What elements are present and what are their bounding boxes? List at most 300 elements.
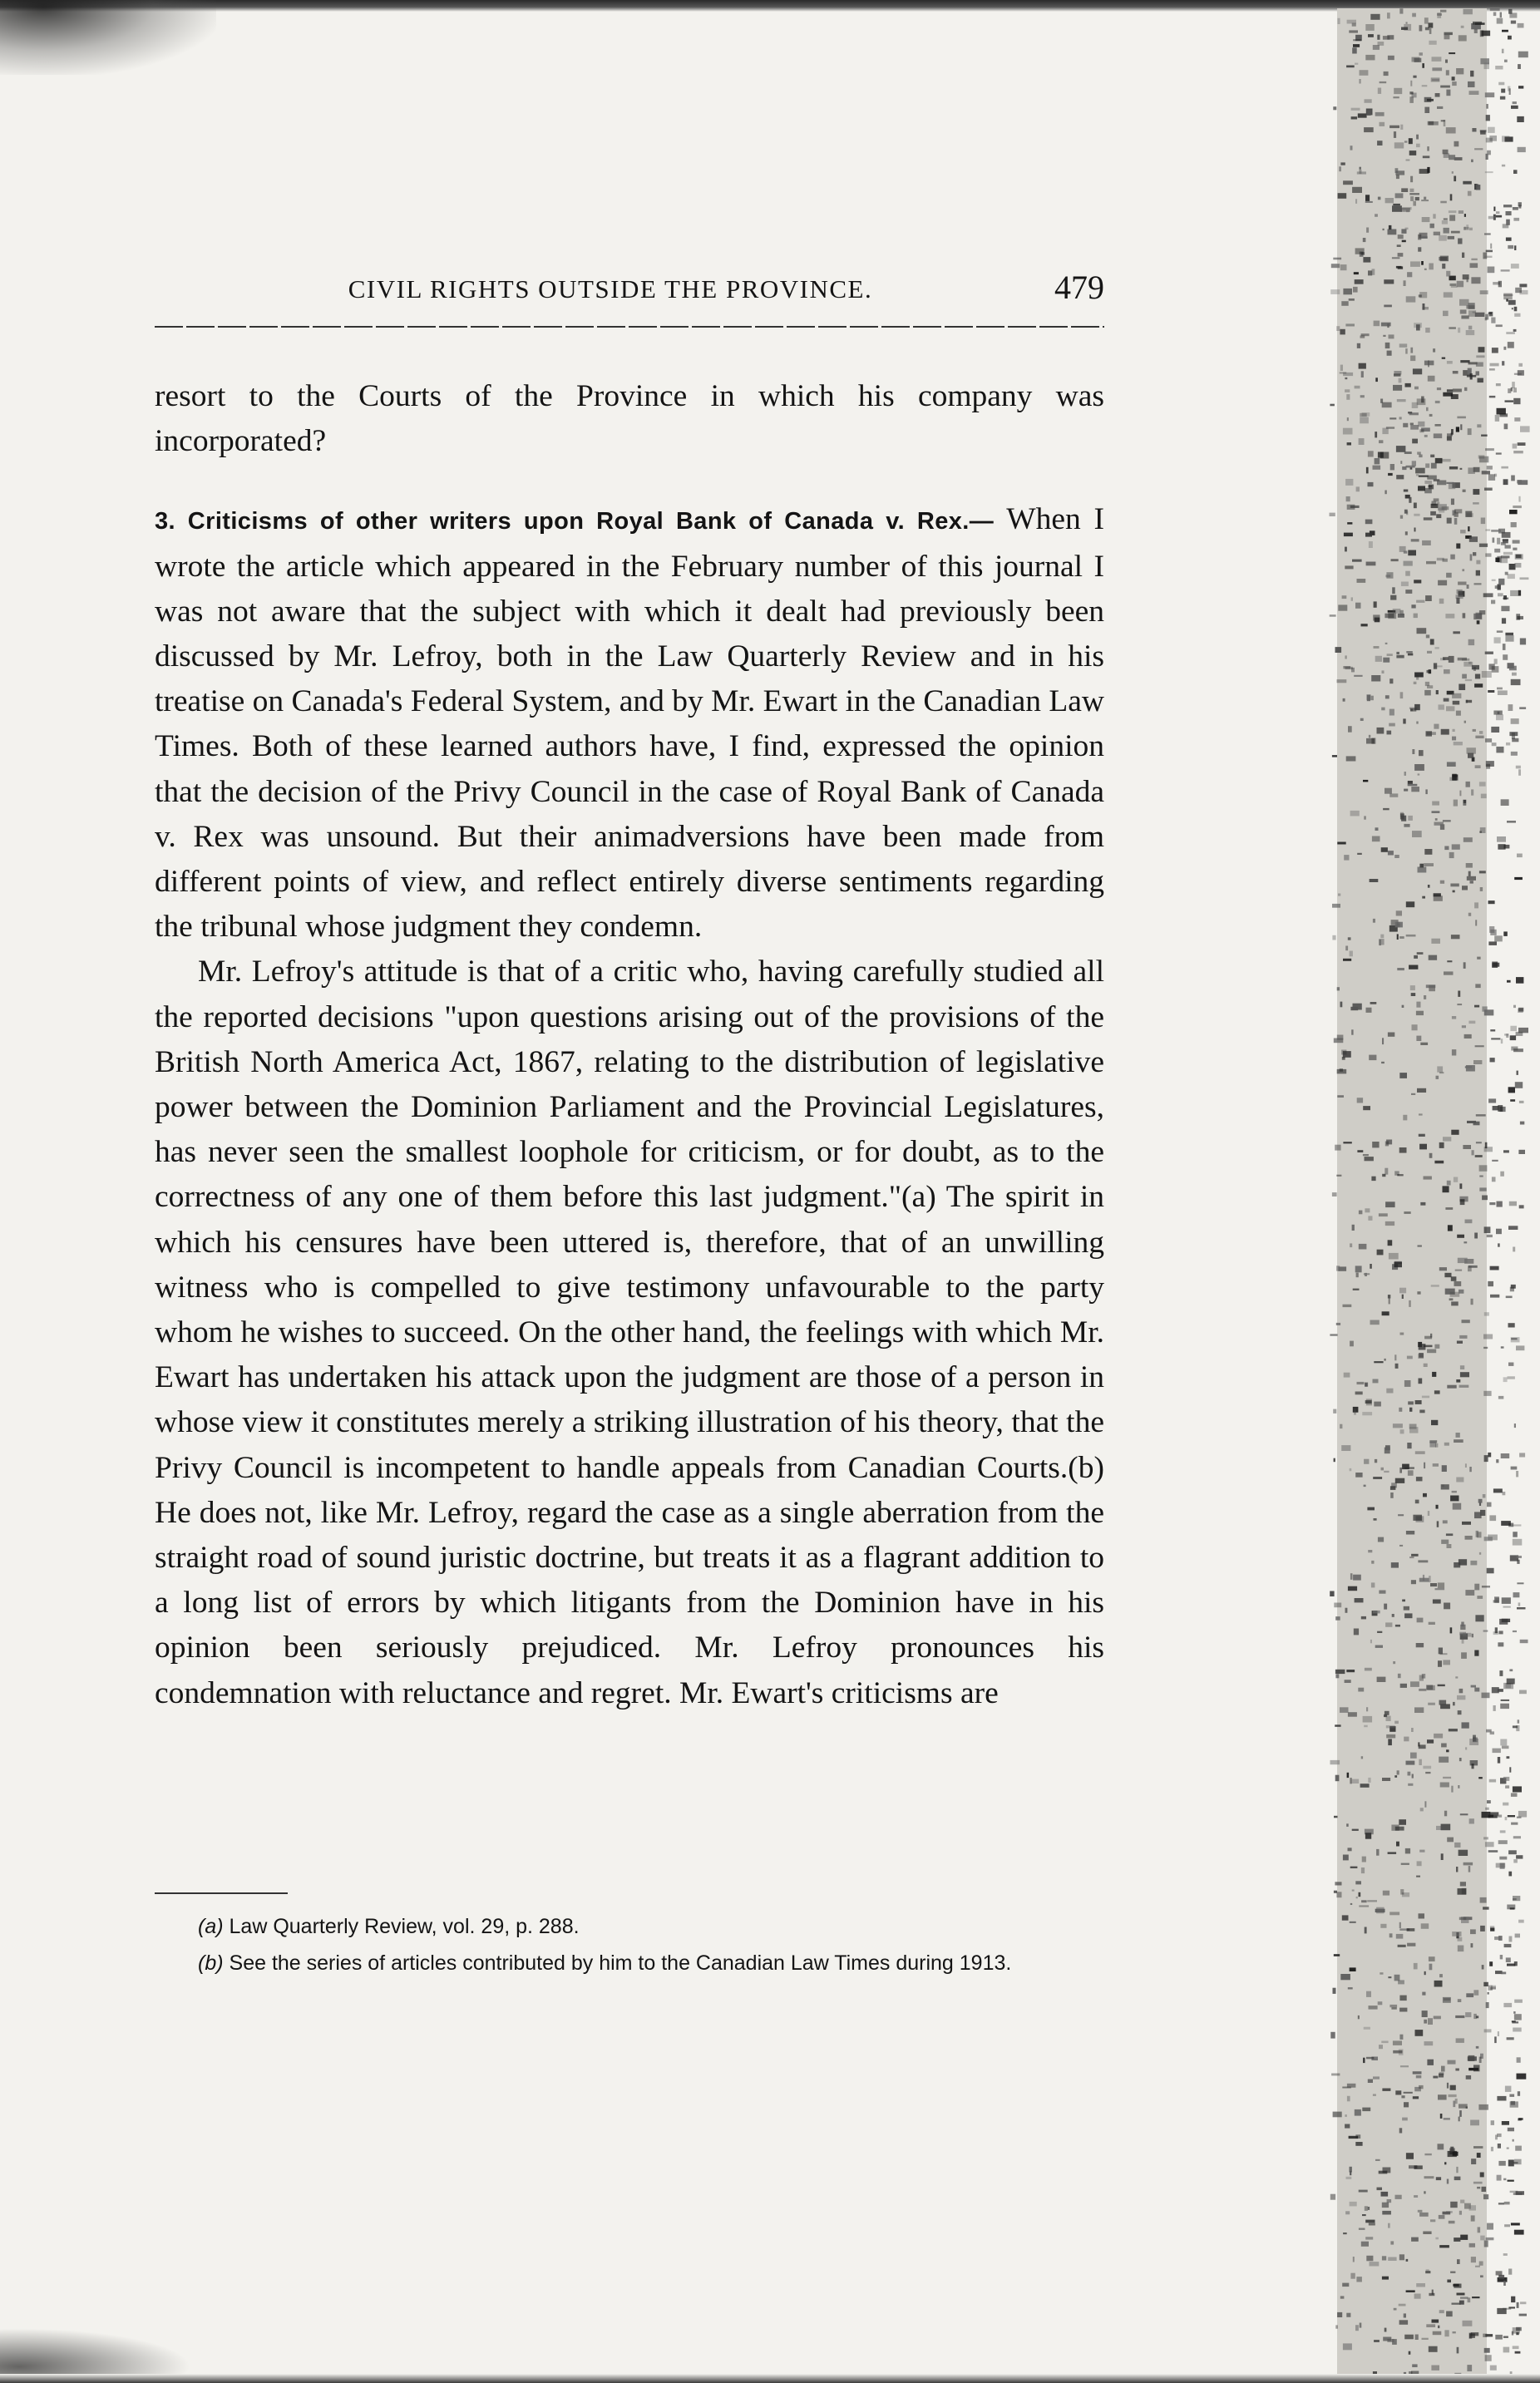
page-header (155, 268, 1104, 318)
edge-speck (1500, 12, 1502, 18)
edge-speck (1473, 2146, 1483, 2149)
edge-speck (1510, 1287, 1514, 1292)
edge-speck (1465, 679, 1472, 681)
edge-speck (1431, 1285, 1439, 1287)
edge-speck (1429, 1956, 1435, 1961)
edge-speck (1374, 321, 1380, 327)
edge-speck (1425, 595, 1432, 601)
edge-speck (1486, 1729, 1492, 1733)
edge-speck (1432, 67, 1442, 71)
edge-speck (1410, 176, 1413, 183)
edge-speck (1388, 229, 1397, 235)
edge-speck (1498, 1243, 1500, 1246)
edge-speck (1494, 2036, 1497, 2043)
edge-speck (1454, 2177, 1461, 2181)
edge-speck (1424, 517, 1433, 520)
edge-speck (1449, 2221, 1455, 2224)
edge-speck (1340, 1002, 1343, 1008)
edge-speck (1447, 762, 1456, 767)
edge-speck (1356, 1897, 1358, 1898)
edge-speck (1353, 287, 1358, 293)
edge-speck (1492, 348, 1498, 353)
edge-speck (1359, 79, 1360, 84)
edge-speck (1340, 1974, 1350, 1980)
edge-speck (1513, 207, 1518, 210)
edge-speck (1419, 1675, 1424, 1681)
edge-speck (1516, 2191, 1524, 2195)
edge-speck (1365, 201, 1373, 203)
edge-speck (1503, 644, 1506, 650)
edge-speck (1370, 2262, 1380, 2266)
edge-speck (1368, 482, 1374, 486)
edge-speck (1400, 1684, 1407, 1688)
edge-speck (1388, 1852, 1397, 1854)
edge-speck (1414, 673, 1424, 678)
edge-speck (1404, 551, 1408, 554)
edge-speck (1434, 498, 1439, 501)
edge-speck (1483, 2194, 1488, 2199)
edge-speck (1449, 1298, 1454, 1300)
edge-speck (1406, 296, 1416, 302)
edge-speck (1411, 1093, 1415, 1095)
edge-speck (1459, 1758, 1462, 1761)
edge-speck (1436, 514, 1441, 518)
edge-speck (1357, 1150, 1363, 1152)
edge-speck (1508, 1376, 1515, 1379)
edge-speck (1350, 951, 1353, 957)
edge-speck (1463, 962, 1466, 969)
edge-speck (1395, 2195, 1402, 2199)
edge-speck (1445, 60, 1448, 63)
edge-speck (1491, 2120, 1494, 2125)
edge-speck (1442, 358, 1445, 359)
edge-speck (1517, 616, 1523, 619)
edge-speck (1375, 458, 1380, 464)
edge-speck (1517, 2057, 1521, 2063)
edge-speck (1458, 1937, 1463, 1941)
edge-speck (1503, 1606, 1511, 1608)
edge-speck (1337, 2312, 1342, 2317)
edge-speck (1502, 165, 1505, 167)
edge-speck (1363, 780, 1368, 782)
edge-speck (1505, 1817, 1508, 1820)
edge-speck (1389, 1253, 1399, 1260)
edge-speck (1518, 147, 1526, 152)
edge-speck (1393, 204, 1400, 205)
edge-speck (1438, 2326, 1439, 2328)
edge-speck (1506, 220, 1510, 225)
edge-speck (1449, 466, 1458, 470)
edge-speck (1514, 2000, 1523, 2003)
edge-speck (1460, 1199, 1465, 1205)
edge-speck (1373, 1379, 1379, 1384)
edge-speck (1419, 1744, 1426, 1749)
edge-speck (1396, 655, 1404, 659)
edge-speck (1466, 700, 1472, 703)
edge-speck (1411, 1580, 1416, 1584)
edge-speck (1406, 1531, 1414, 1535)
edge-speck (1449, 210, 1457, 213)
edge-speck (1418, 247, 1421, 251)
edge-speck (1434, 1734, 1443, 1739)
edge-speck (1463, 800, 1466, 803)
edge-speck (1374, 646, 1380, 649)
edge-speck (1471, 789, 1473, 795)
edge-speck (1414, 682, 1417, 684)
edge-speck (1385, 198, 1394, 203)
edge-speck (1350, 1243, 1352, 1247)
edge-speck (1513, 170, 1518, 174)
edge-speck (1459, 791, 1461, 797)
edge-speck (1498, 2161, 1505, 2166)
edge-speck (1363, 1106, 1370, 1110)
edge-speck (1502, 1597, 1511, 1604)
edge-speck (1412, 13, 1416, 17)
edge-speck (1341, 1445, 1350, 1451)
edge-speck (1437, 481, 1446, 486)
edge-speck (1472, 1634, 1473, 1638)
edge-speck (1443, 1660, 1450, 1665)
edge-speck (1453, 2331, 1456, 2333)
edge-speck (1383, 658, 1389, 663)
edge-speck (1439, 2245, 1449, 2247)
edge-speck (1440, 10, 1446, 12)
edge-speck (1410, 261, 1420, 267)
edge-speck (1422, 217, 1430, 222)
edge-speck (1475, 765, 1481, 768)
edge-speck (1505, 400, 1514, 402)
edge-speck (1457, 2293, 1465, 2296)
edge-speck (1385, 1221, 1394, 1226)
edge-speck (1385, 1711, 1389, 1715)
edge-speck (1419, 25, 1423, 31)
edge-speck (1479, 2262, 1483, 2266)
edge-speck (1503, 205, 1512, 207)
edge-speck (1487, 1800, 1491, 1803)
paragraph: Mr. Lefroy's attitude is that of a critic who, having carefully studied all the reported decisions "upon questions arising out of the provisions of the British North America Act, 1867, relating to the distribution of legislative power between the Dominion Parliament and the Provincial Legislatures, has never seen the smallest loophole for criticism, or for doubt, as to the correctness of any one of them before this last judgment."(a) The spirit in which his censures have been uttered is, therefore, that of an unwilling witness who is compelled to give testimony unfavourable to the party whom he wishes to succeed. On the other hand, the feelings with which Mr. Ewart has undertaken his attack upon the judgment are those of a person in whose view it constitutes merely a striking illustration of his theory, that the Privy Council is incompetent to handle appeals from Canadian Courts.(b) He does not, like Mr. Lefroy, regard the case as a single aberration from the straight road of sound juristic doctrine, but treats it as a flagrant addition to a long list of errors by which litigants from the Dominion have in his opinion been seriously prejudiced. Mr. Lefroy pronounces his condemnation with reluctance and regret. Mr. Ewart's criticisms are (155, 955, 1104, 1710)
edge-speck (1478, 347, 1485, 353)
edge-speck (1401, 582, 1409, 587)
edge-speck (1342, 595, 1347, 599)
edge-speck (1406, 2259, 1409, 2262)
edge-speck (1460, 1372, 1469, 1377)
edge-speck (1430, 639, 1434, 645)
edge-speck (1458, 328, 1460, 333)
edge-speck (1447, 518, 1452, 524)
edge-speck (1479, 2057, 1482, 2063)
edge-speck (1491, 2147, 1493, 2151)
edge-speck (1414, 704, 1420, 710)
edge-speck (1401, 2095, 1404, 2098)
edge-speck (1435, 647, 1439, 649)
edge-speck (1369, 735, 1370, 738)
edge-speck (1518, 370, 1524, 376)
edge-speck (1418, 1245, 1422, 1246)
edge-speck (1498, 593, 1503, 596)
edge-speck (1518, 64, 1521, 69)
edge-speck (1502, 1619, 1510, 1622)
edge-speck (1404, 2335, 1414, 2340)
edge-speck (1402, 240, 1406, 243)
edge-speck (1394, 131, 1396, 138)
edge-speck (1398, 234, 1404, 239)
edge-speck (1404, 1211, 1410, 1214)
edge-speck (1408, 550, 1416, 556)
edge-speck (1475, 313, 1485, 317)
edge-speck (1355, 2142, 1362, 2146)
edge-speck (1519, 284, 1527, 287)
edge-speck (1420, 1202, 1425, 1206)
edge-speck (1375, 214, 1378, 217)
edge-speck (1496, 1863, 1506, 1868)
edge-speck (1477, 2153, 1481, 2158)
edge-speck (1438, 2144, 1444, 2149)
edge-speck (1397, 1770, 1399, 1774)
edge-speck (1330, 1591, 1334, 1597)
edge-speck (1392, 2339, 1397, 2345)
edge-speck (1417, 1291, 1420, 1295)
edge-speck (1353, 1289, 1360, 1290)
edge-speck (1347, 2084, 1356, 2088)
edge-speck (1366, 1707, 1368, 1711)
edge-speck (1360, 413, 1367, 417)
edge-speck (1430, 1583, 1437, 1586)
edge-speck (1414, 2165, 1423, 2169)
edge-speck (1496, 383, 1501, 386)
edge-speck (1348, 1987, 1353, 1989)
edge-speck (1438, 1685, 1445, 1686)
edge-speck (1485, 1842, 1494, 1847)
edge-speck (1480, 1926, 1485, 1932)
edge-speck (1380, 935, 1384, 939)
edge-speck (1455, 2015, 1464, 2018)
edge-speck (1383, 229, 1385, 230)
edge-speck (1406, 1761, 1415, 1765)
edge-speck (1399, 1408, 1402, 1412)
edge-speck (1476, 1142, 1482, 1143)
edge-speck (1457, 1341, 1463, 1344)
edge-speck (1505, 2086, 1512, 2092)
edge-speck (1355, 1881, 1361, 1884)
edge-speck (1353, 39, 1361, 41)
edge-speck (1484, 1226, 1491, 1233)
edge-speck (1428, 1703, 1435, 1705)
edge-speck (1500, 1172, 1504, 1177)
edge-speck (1459, 2117, 1460, 2122)
edge-speck (1450, 284, 1457, 286)
edge-speck (1375, 618, 1380, 623)
edge-speck (1453, 389, 1462, 392)
edge-speck (1340, 1424, 1342, 1428)
edge-speck (1424, 1364, 1428, 1367)
edge-speck (1465, 1536, 1473, 1540)
edge-speck (1441, 729, 1449, 735)
edge-speck (1479, 456, 1488, 463)
edge-speck (1414, 58, 1422, 62)
edge-speck (1409, 96, 1414, 103)
edge-speck (1498, 579, 1504, 585)
edge-speck (1419, 292, 1427, 298)
edge-speck (1518, 23, 1524, 28)
edge-speck (1449, 852, 1454, 858)
edge-speck (1348, 1848, 1352, 1851)
edge-speck (1466, 1065, 1475, 1072)
edge-speck (1511, 21, 1516, 24)
edge-speck (1364, 1485, 1366, 1488)
edge-speck (1497, 1201, 1503, 1207)
edge-speck (1379, 2171, 1388, 2174)
edge-speck (1414, 1707, 1424, 1713)
edge-speck (1491, 600, 1495, 604)
edge-speck (1395, 1625, 1400, 1627)
edge-speck (1337, 1095, 1344, 1098)
page-number: 479 (1054, 269, 1104, 306)
edge-speck (1414, 1963, 1418, 1970)
edge-speck (1330, 289, 1340, 294)
edge-speck (1350, 2202, 1357, 2207)
edge-speck (1473, 22, 1482, 25)
edge-speck (1494, 935, 1503, 941)
edge-speck (1518, 2119, 1522, 2121)
edge-speck (1373, 466, 1381, 470)
edge-speck (1422, 307, 1429, 309)
edge-speck (1404, 490, 1409, 492)
edge-speck (1450, 555, 1455, 560)
edge-speck (1364, 127, 1374, 132)
edge-speck (1364, 1273, 1370, 1275)
edge-speck (1417, 1088, 1426, 1093)
footnote-a (155, 1912, 1104, 1941)
edge-speck (1453, 2284, 1459, 2287)
edge-speck (1355, 1473, 1362, 1478)
edge-speck (1388, 1033, 1394, 1037)
edge-speck (1429, 2293, 1434, 2296)
edge-speck (1411, 604, 1415, 608)
edge-speck (1520, 426, 1530, 432)
edge-speck (1436, 1826, 1441, 1830)
edge-speck (1388, 1295, 1390, 1298)
edge-speck (1485, 652, 1493, 654)
edge-speck (1502, 30, 1508, 32)
edge-speck (1431, 504, 1439, 508)
edge-speck (1353, 2257, 1355, 2262)
edge-speck (1515, 2146, 1522, 2151)
edge-speck (1433, 2076, 1438, 2079)
edge-speck (1433, 1600, 1441, 1604)
edge-speck (1443, 657, 1449, 660)
edge-speck (1400, 516, 1403, 519)
edge-speck (1508, 1815, 1515, 1817)
edge-speck (1518, 590, 1521, 596)
edge-speck (1333, 1409, 1336, 1414)
edge-speck (1429, 1622, 1435, 1625)
edge-speck (1462, 1320, 1470, 1323)
edge-speck (1408, 816, 1413, 821)
edge-speck (1383, 2337, 1391, 2341)
edge-speck (1388, 1739, 1392, 1745)
edge-speck (1344, 1373, 1350, 1378)
edge-speck (1506, 211, 1512, 215)
edge-speck (1458, 239, 1462, 244)
edge-speck (1384, 1471, 1389, 1473)
edge-speck (1419, 1410, 1424, 1414)
edge-speck (1499, 1670, 1503, 1676)
edge-speck (1410, 1753, 1417, 1759)
edge-speck (1451, 1130, 1459, 1135)
edge-speck (1384, 305, 1392, 308)
edge-speck (1485, 738, 1492, 743)
edge-speck (1450, 2272, 1455, 2274)
edge-speck (1511, 522, 1517, 527)
edge-speck (1368, 1550, 1372, 1552)
edge-speck (1345, 323, 1355, 326)
edge-speck (1340, 2296, 1345, 2298)
edge-speck (1383, 808, 1389, 810)
edge-speck (1508, 36, 1512, 40)
edge-speck (1362, 1412, 1372, 1415)
edge-speck (1410, 425, 1419, 430)
edge-speck (1488, 941, 1497, 945)
edge-speck (1513, 2346, 1519, 2349)
edge-speck (1416, 1002, 1420, 1008)
edge-speck (1345, 667, 1353, 669)
edge-speck (1380, 81, 1387, 83)
edge-speck (1451, 1301, 1459, 1305)
edge-speck (1456, 544, 1460, 549)
edge-speck (1489, 1202, 1495, 1205)
edge-speck (1460, 1365, 1464, 1369)
edge-speck (1445, 1289, 1455, 1295)
edge-speck (1363, 238, 1366, 242)
edge-speck (1413, 2071, 1422, 2074)
edge-speck (1468, 2056, 1477, 2060)
edge-speck (1444, 669, 1450, 673)
footnotes (155, 1912, 1104, 1986)
edge-speck (1429, 28, 1432, 34)
edge-speck (1419, 1759, 1422, 1765)
edge-speck (1394, 1262, 1403, 1268)
edge-speck (1338, 18, 1340, 24)
edge-speck (1509, 2094, 1514, 2097)
edge-speck (1347, 522, 1352, 525)
edge-speck (1359, 2190, 1368, 2193)
edge-speck (1415, 2030, 1424, 2036)
edge-speck (1375, 827, 1379, 831)
edge-speck (1498, 1757, 1500, 1764)
edge-speck (1466, 863, 1473, 868)
edge-speck (1490, 1295, 1499, 1298)
edge-speck (1431, 463, 1437, 469)
edge-speck (1511, 679, 1521, 685)
edge-speck (1395, 1478, 1404, 1483)
edge-speck (1520, 1640, 1528, 1643)
edge-speck (1500, 1830, 1506, 1833)
edge-speck (1345, 565, 1353, 569)
edge-speck (1513, 2139, 1514, 2142)
edge-speck (1462, 886, 1468, 890)
edge-speck (1474, 1650, 1478, 1656)
edge-speck (1330, 513, 1335, 516)
edge-speck (1449, 155, 1455, 160)
edge-speck (1484, 2029, 1492, 2032)
edge-speck (1503, 1150, 1509, 1152)
edge-speck (1493, 1600, 1499, 1602)
edge-speck (1355, 1266, 1362, 1272)
edge-speck (1509, 666, 1517, 671)
edge-speck (1396, 910, 1402, 915)
edge-speck (1500, 1739, 1507, 1746)
edge-speck (1428, 121, 1434, 126)
